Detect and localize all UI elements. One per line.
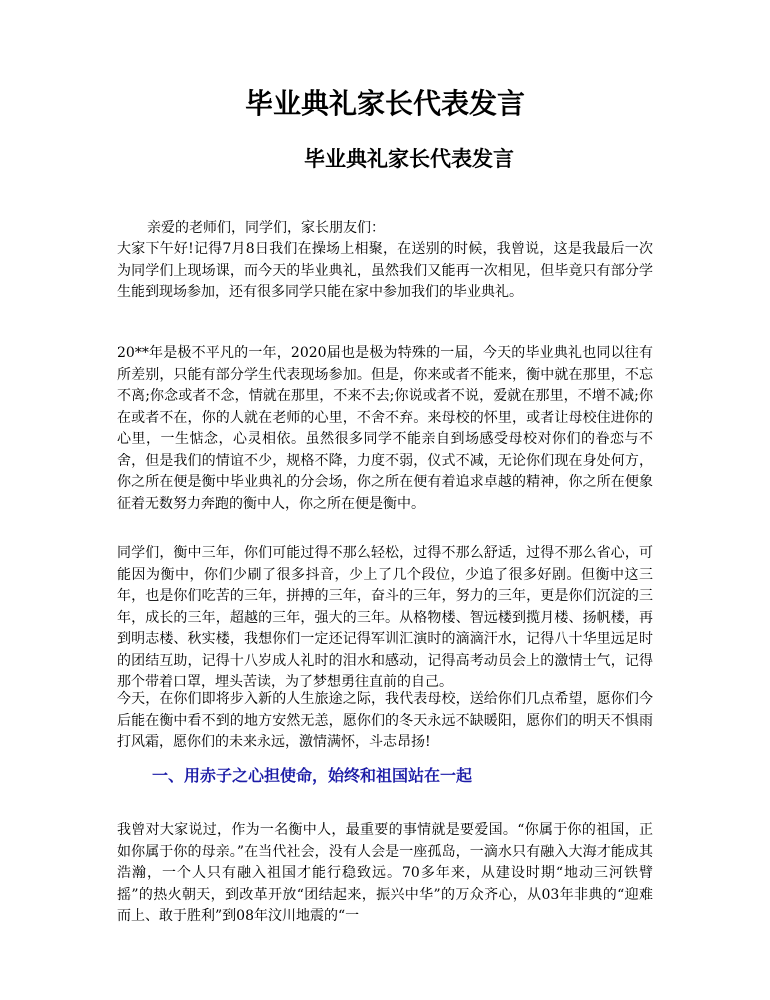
salutation: 亲爱的老师们，同学们，家长朋友们： [147, 220, 385, 236]
paragraph-wishes: 今天，在你们即将步入新的人生旅途之际，我代表母校，送给你们几点希望，愿你们今后能在衡中看不到的地方安然无恙，愿你们的冬天永远不缺暖阳，愿你们的明天不惧雨打风霜，愿你们的未来永远，激情满怀，斗志昂扬! [117, 691, 653, 750]
paragraph-three-years: 同学们，衡中三年，你们可能过得不那么轻松，过得不那么舒适，过得不那么省心，可能因为衡中，你们少刷了很多抖音，少上了几个段位，少追了很多好剧。但衡中这三年，也是你们吃苦的三年，拼搏的三年，奋斗的三年，努力的三年，更是你们沉淀的三年，成长的三年，超越的三年，强大的三年。从格物楼、智远楼到揽月楼、扬帆楼，再到明志楼、秋实楼，我想你们一定还记得军训汇演时的滴滴汗水，记得八十华里远足时的团结互助，记得十八岁成人礼时的泪水和感动，记得高考动员会上的激情士气，记得那个带着口罩，埋头苦读，为了梦想勇往直前的自己。 [117, 545, 653, 690]
paragraph-patriotism: 我曾对大家说过，作为一名衡中人，最重要的事情就是要爱国。“你属于你的祖国，正如你属于你的母亲。”在当代社会，没有人会是一座孤岛，一滴水只有融入大海才能成其浩瀚，一个人只有融入祖国才能行稳致远。70多年来，从建设时期“地动三河铁臂摇”的热火朝天，到改革开放“团结起来，振兴中华”的万众齐心，从03年非典的“迎难而上、敢于胜利”到08年汶川地震的“一 [117, 822, 653, 924]
section-heading: 一、用赤子之心担使命，始终和祖国站在一起 [152, 766, 473, 785]
document-title: 毕业典礼家长代表发言 [244, 87, 525, 120]
paragraph-special-year: 20**年是极不平凡的一年，2020届也是极为特殊的一届，今天的毕业典礼也同以往有所差别，只能有部分学生代表现场参加。但是，你来或者不能来，衡中就在那里，不忘不离;你念或者不念，情就在那里，不来不去;你说或者不说，爱就在那里，不增不减;你在或者不在，你的人就在老师的心里，不舍不弃。来母校的怀里，或者让母校住进你的心里，一生惦念，心灵相依。虽然很多同学不能亲自到场感受母校对你们的眷恋与不舍，但是我们的情谊不少，规格不降，力度不弱，仪式不减，无论你们现在身处何方，你之所在便是衡中毕业典礼的分会场，你之所在便有着追求卓越的精神，你之所在便象征着无数努力奔跑的衡中人，你之所在便是衡中。 [117, 345, 653, 512]
document-subtitle: 毕业典礼家长代表发言 [304, 146, 514, 171]
paragraph-greeting: 大家下午好!记得7月8日我们在操场上相聚，在送别的时候，我曾说，这是我最后一次为同学们上现场课，而今天的毕业典礼，虽然我们又能再一次相见，但毕竟只有部分学生能到现场参加，还有很多同学只能在家中参加我们的毕业典礼。 [117, 241, 653, 300]
